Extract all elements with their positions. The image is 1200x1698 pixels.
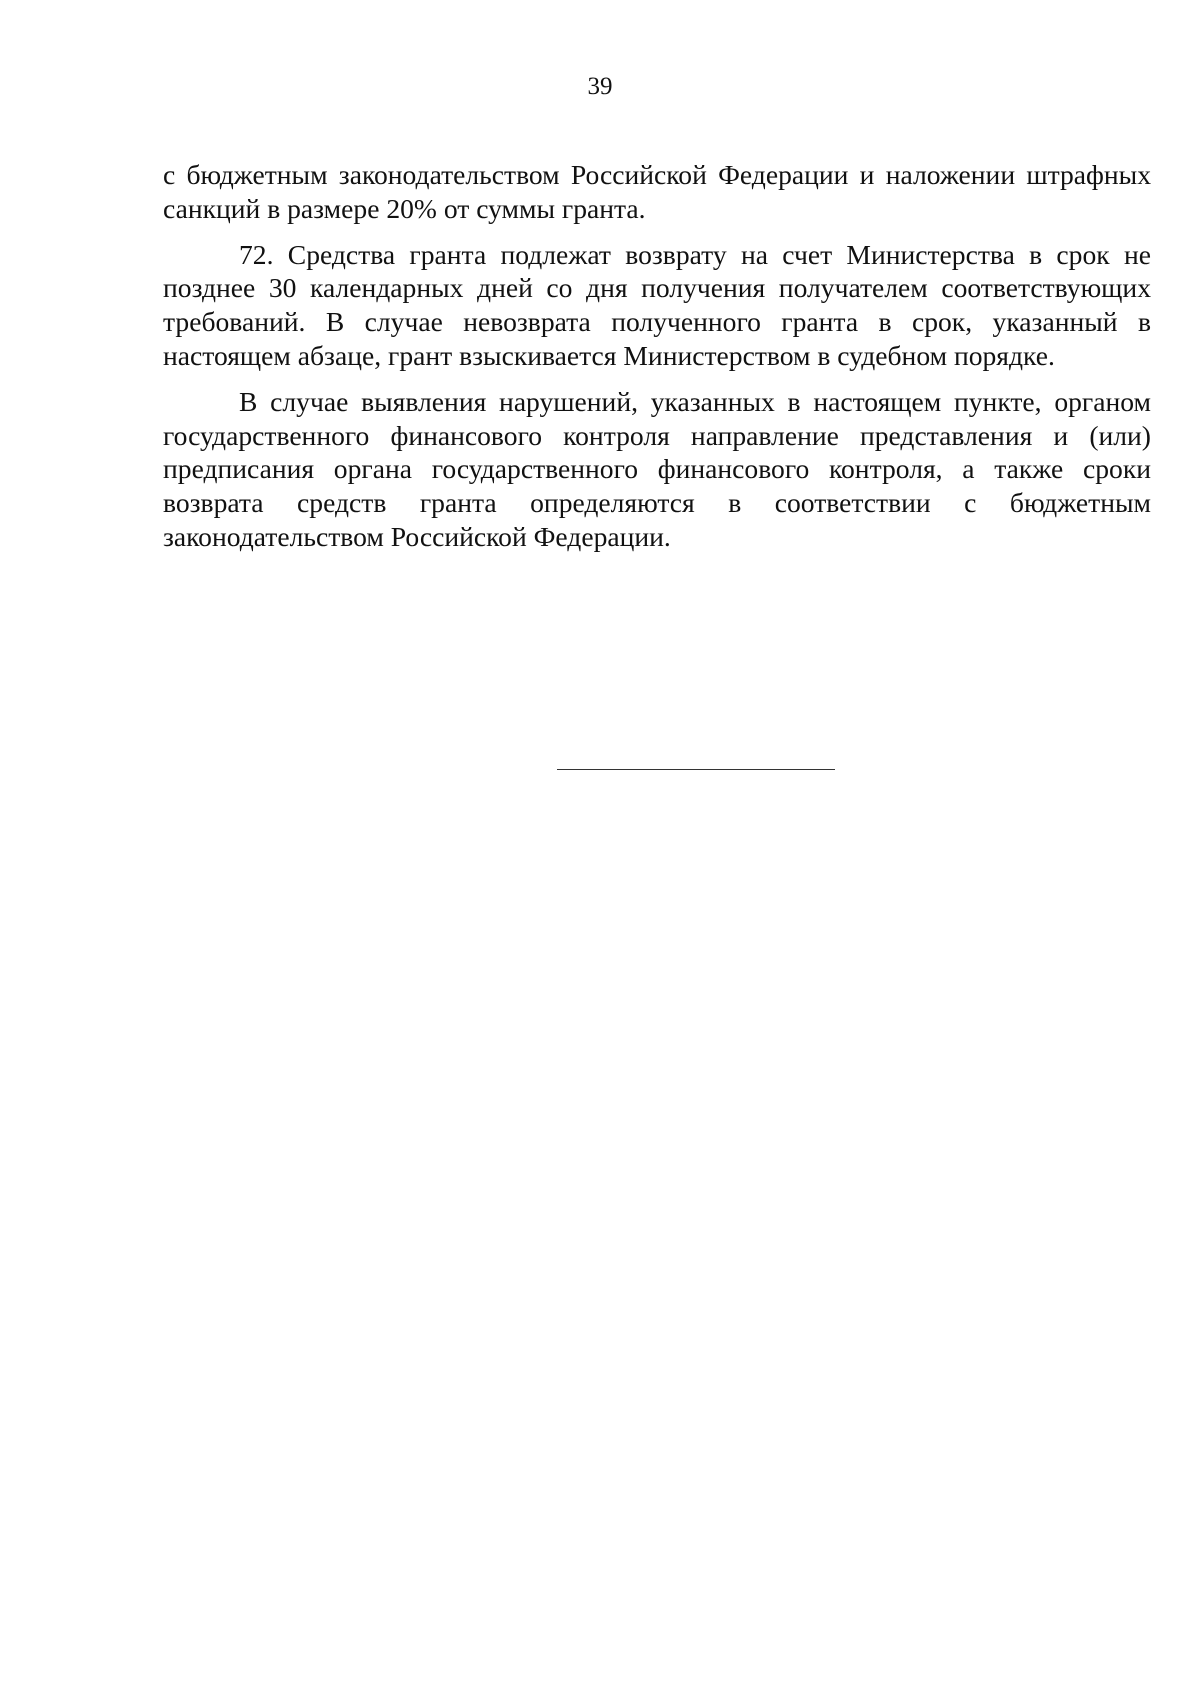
paragraph-continuation: с бюджетным законодательством Российской Федерации и наложении штрафных санкций в размере 20% от суммы гранта. bbox=[163, 159, 1151, 224]
paragraph-clause-72: 72. Средства гранта подлежат возврату на счет Министерства в срок не позднее 30 календарных дней со дня получения получателем соответствующих требований. В случае невозврата полученного гранта в срок, указанный в настоящем абзаце, грант взыскивается Министерством в судебном порядке. bbox=[163, 238, 1151, 371]
paragraph-violations: В случае выявления нарушений, указанных в настоящем пункте, органом государственного финансового контроля направление представления и (или) предписания органа государственного финансового контроля, а также сроки возврата средств гранта определяются в соответствии с бюджетным законодательством Российской Федерации. bbox=[163, 385, 1151, 552]
page-number: 39 bbox=[587, 73, 613, 100]
document-body bbox=[163, 158, 1151, 554]
end-of-text-rule bbox=[557, 769, 835, 770]
